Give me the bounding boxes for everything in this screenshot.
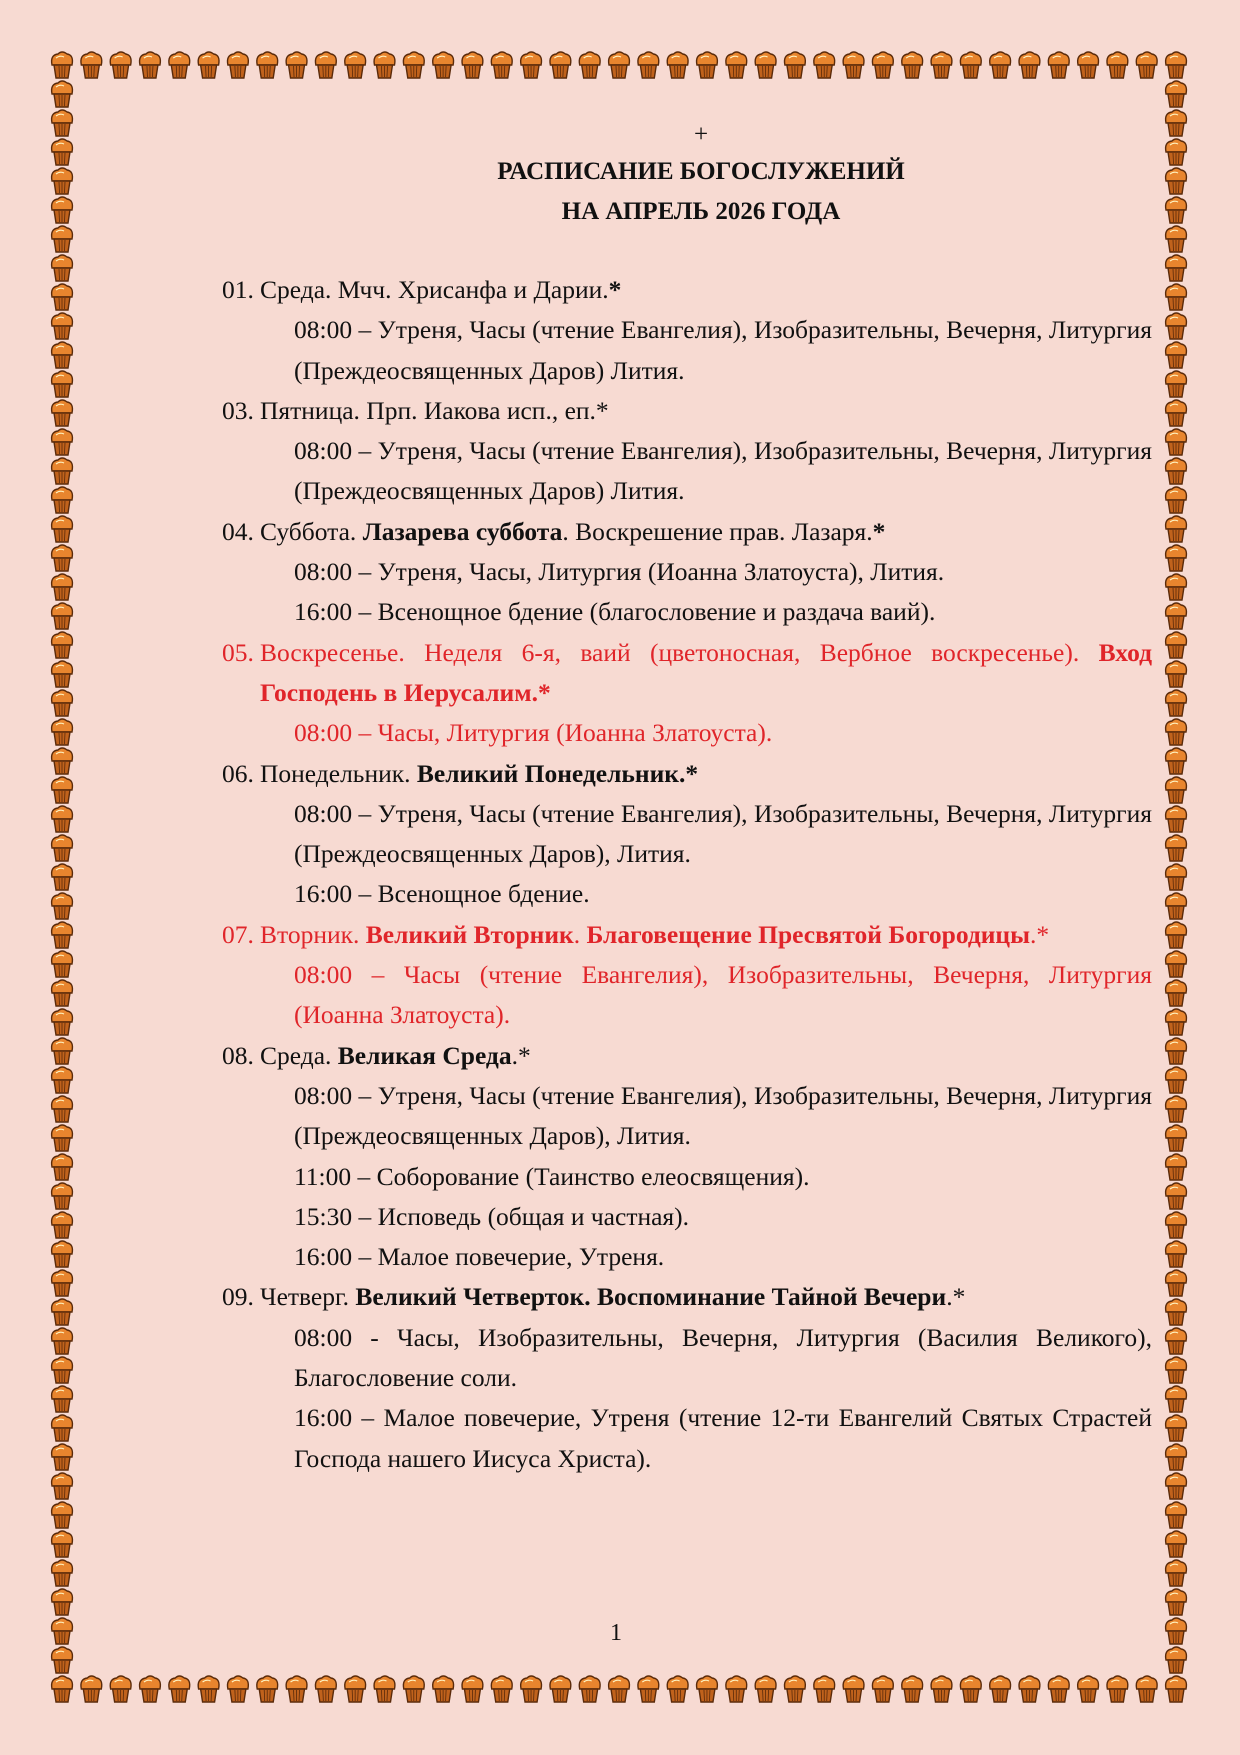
muffin-icon	[81, 52, 102, 78]
service-line: 16:00 – Всенощное бдение (благословение и раздача ваий).	[294, 597, 936, 627]
muffin-icon	[315, 1676, 336, 1702]
muffin-icon	[1166, 52, 1187, 78]
muffin-icon	[609, 52, 630, 78]
muffin-icon	[697, 1676, 718, 1702]
entry-heading-text: Среда.	[260, 1040, 338, 1070]
entry-heading-text: . Воскрешение прав. Лазаря.	[562, 516, 873, 546]
entry-date-number: 09.	[222, 1282, 254, 1312]
muffin-icon	[140, 52, 161, 78]
entry-heading-text: .*	[511, 1040, 531, 1070]
muffin-icon	[1166, 719, 1187, 745]
muffin-icon	[227, 52, 248, 78]
muffin-icon	[1166, 284, 1187, 310]
muffin-icon	[1166, 1183, 1187, 1209]
muffin-icon	[1166, 1299, 1187, 1325]
schedule-entry	[220, 754, 1152, 915]
muffin-icon	[1166, 1328, 1187, 1354]
service-line: 11:00 – Соборование (Таинство елеосвящения).	[294, 1161, 810, 1191]
muffin-icon	[286, 52, 307, 78]
schedule-entry	[220, 915, 1152, 1036]
muffin-icon	[550, 1676, 571, 1702]
muffin-icon	[52, 603, 73, 629]
entry-date-number: 05.	[222, 637, 254, 667]
muffin-icon	[1166, 951, 1187, 977]
muffin-icon	[843, 1676, 864, 1702]
muffin-icon	[1166, 748, 1187, 774]
muffin-icon	[1166, 429, 1187, 455]
muffin-icon	[491, 52, 512, 78]
muffin-icon	[52, 284, 73, 310]
muffin-icon	[1166, 516, 1187, 542]
service-line: 16:00 – Малое повечерие, Утреня (чтение 12-ти Евангелий Святых Страстей Господа нашего Иисуса Христа).	[294, 1403, 1152, 1473]
muffin-icon	[1166, 110, 1187, 136]
muffin-icon	[52, 1647, 73, 1673]
muffin-icon	[990, 1676, 1011, 1702]
muffin-icon	[1107, 52, 1128, 78]
muffin-icon	[491, 1676, 512, 1702]
muffin-icon	[1166, 893, 1187, 919]
muffin-icon	[52, 1212, 73, 1238]
muffin-icon	[345, 1676, 366, 1702]
muffin-icon	[52, 777, 73, 803]
muffin-icon	[1166, 1415, 1187, 1441]
schedule-list	[220, 270, 1152, 1479]
muffin-icon	[52, 1125, 73, 1151]
muffin-icon	[286, 1676, 307, 1702]
muffin-icon	[52, 1589, 73, 1615]
muffin-icon	[52, 1415, 73, 1441]
muffin-icon	[1166, 806, 1187, 832]
schedule-entry	[220, 270, 1152, 391]
muffin-icon	[1166, 197, 1187, 223]
muffin-icon	[1166, 342, 1187, 368]
entry-heading-text: Пятница. Прп. Иакова исп., еп.*	[260, 395, 609, 425]
muffin-icon	[1166, 371, 1187, 397]
muffin-icon	[462, 52, 483, 78]
muffin-icon	[1166, 690, 1187, 716]
muffin-icon	[872, 1676, 893, 1702]
muffin-icon	[1166, 1154, 1187, 1180]
muffin-icon	[52, 1183, 73, 1209]
muffin-icon	[257, 1676, 278, 1702]
entry-heading-text: Воскресенье. Неделя 6-я, ваий (цветоносная, Вербное воскресенье).	[260, 637, 1099, 667]
muffin-icon	[433, 1676, 454, 1702]
service-line: 16:00 – Всенощное бдение.	[294, 879, 590, 909]
muffin-icon	[1166, 545, 1187, 571]
entry-heading-text: Среда. Мчч. Хрисанфа и Дарии.	[260, 275, 609, 304]
muffin-icon	[1166, 313, 1187, 339]
muffin-icon	[52, 139, 73, 165]
muffin-icon	[960, 52, 981, 78]
muffin-icon	[52, 1299, 73, 1325]
entry-heading-bold: Благовещение Пресвятой Богородицы	[586, 919, 1031, 949]
muffin-icon	[755, 52, 776, 78]
entry-heading-bold: Вход Господень в Иерусалим.*	[260, 637, 1152, 707]
service-line: 08:00 – Утреня, Часы (чтение Евангелия), Изобразительны, Вечерня, Литургия (Преждеосвященных Даров), Лития.	[294, 798, 1152, 869]
service-line: 08:00 – Часы, Литургия (Иоанна Златоуста).	[294, 718, 773, 748]
muffin-icon	[52, 719, 73, 745]
muffin-icon	[1166, 574, 1187, 600]
service-line: 08:00 – Утреня, Часы (чтение Евангелия), Изобразительны, Вечерня, Литургия (Преждеосвященных Даров), Лития.	[294, 1080, 1152, 1151]
muffin-icon	[52, 1386, 73, 1412]
muffin-icon	[697, 52, 718, 78]
muffin-icon	[784, 1676, 805, 1702]
entry-heading-bold: Великий Понедельник.*	[416, 758, 699, 788]
muffin-icon	[902, 52, 923, 78]
muffin-icon	[667, 52, 688, 78]
muffin-icon	[960, 1676, 981, 1702]
muffin-icon	[52, 632, 73, 658]
muffin-icon	[52, 1502, 73, 1528]
muffin-icon	[1048, 1676, 1069, 1702]
muffin-icon	[1166, 81, 1187, 107]
muffin-icon	[52, 980, 73, 1006]
muffin-icon	[1166, 1009, 1187, 1035]
entry-heading	[260, 633, 1152, 714]
service-line: 08:00 – Утреня, Часы (чтение Евангелия), Изобразительны, Вечерня, Литургия (Преждеосвященных Даров) Лития.	[294, 315, 1152, 385]
muffin-icon	[1166, 1676, 1187, 1702]
entry-heading-bold: Великая Среда	[337, 1040, 512, 1070]
muffin-icon	[521, 52, 542, 78]
muffin-icon	[1019, 1676, 1040, 1702]
muffin-icon	[1166, 864, 1187, 890]
muffin-icon	[52, 1531, 73, 1557]
muffin-icon	[550, 52, 571, 78]
muffin-icon	[1166, 922, 1187, 948]
muffin-icon	[814, 1676, 835, 1702]
muffin-icon	[1166, 1038, 1187, 1064]
muffin-icon	[52, 1270, 73, 1296]
muffin-icon	[315, 52, 336, 78]
entry-heading-bold: *	[872, 516, 886, 546]
muffin-icon	[1166, 1125, 1187, 1151]
schedule-entry	[220, 633, 1152, 754]
schedule-page	[220, 118, 1152, 1479]
muffin-icon	[1166, 632, 1187, 658]
muffin-icon	[1166, 661, 1187, 687]
entry-heading	[260, 512, 1152, 552]
entry-date-number: 04.	[222, 516, 254, 546]
entry-heading	[260, 391, 1152, 431]
muffin-icon	[52, 1154, 73, 1180]
entry-heading	[260, 754, 1152, 794]
muffin-icon	[638, 1676, 659, 1702]
service-line: 16:00 – Малое повечерие, Утреня.	[294, 1242, 665, 1272]
muffin-icon	[52, 1560, 73, 1586]
muffin-icon	[169, 1676, 190, 1702]
muffin-icon	[52, 400, 73, 426]
muffin-icon	[1166, 139, 1187, 165]
muffin-icon	[52, 1038, 73, 1064]
muffin-icon	[52, 197, 73, 223]
muffin-icon	[755, 1676, 776, 1702]
service-line: 08:00 – Утреня, Часы (чтение Евангелия), Изобразительны, Вечерня, Литургия (Преждеосвященных Даров) Лития.	[294, 436, 1152, 506]
muffin-icon	[931, 1676, 952, 1702]
muffin-icon	[52, 835, 73, 861]
entry-heading-text: .*	[946, 1282, 966, 1312]
muffin-icon	[52, 545, 73, 571]
muffin-icon	[52, 748, 73, 774]
page-number: 1	[610, 1620, 622, 1646]
muffin-icon	[638, 52, 659, 78]
service-line: 08:00 – Часы (чтение Евангелия), Изобразительны, Вечерня, Литургия (Иоанна Златоуста).	[294, 960, 1152, 1030]
muffin-icon	[374, 1676, 395, 1702]
muffin-icon	[1107, 1676, 1128, 1702]
muffin-icon	[990, 52, 1011, 78]
muffin-icon	[1166, 1589, 1187, 1615]
muffin-icon	[1166, 777, 1187, 803]
muffin-icon	[1078, 52, 1099, 78]
entry-heading	[260, 915, 1152, 955]
entry-heading-text: Вторник.	[260, 919, 366, 949]
muffin-icon	[726, 1676, 747, 1702]
muffin-icon	[52, 52, 73, 78]
muffin-icon	[1166, 835, 1187, 861]
muffin-icon	[1166, 1531, 1187, 1557]
muffin-icon	[609, 1676, 630, 1702]
muffin-icon	[140, 1676, 161, 1702]
muffin-icon	[227, 1676, 248, 1702]
muffin-icon	[667, 1676, 688, 1702]
muffin-icon	[81, 1676, 102, 1702]
page-title-line-1: РАСПИСАНИЕ БОГОСЛУЖЕНИЙ	[497, 158, 905, 185]
muffin-icon	[1166, 1270, 1187, 1296]
page-title-line-2: НА АПРЕЛЬ 2026 ГОДА	[561, 198, 841, 225]
muffin-icon	[52, 1473, 73, 1499]
muffin-icon	[52, 1444, 73, 1470]
service-line: 15:30 – Исповедь (общая и частная).	[294, 1201, 690, 1231]
muffin-icon	[1166, 1096, 1187, 1122]
muffin-icon	[1166, 1647, 1187, 1673]
muffin-icon	[1166, 1560, 1187, 1586]
muffin-icon	[1166, 255, 1187, 281]
muffin-icon	[1166, 458, 1187, 484]
muffin-icon	[52, 487, 73, 513]
entry-date-number: 07.	[222, 919, 254, 949]
entry-heading-bold: Великий Четверток. Воспоминание Тайной Вечери	[355, 1282, 947, 1312]
muffin-icon	[726, 52, 747, 78]
muffin-icon	[52, 864, 73, 890]
muffin-icon	[52, 1676, 73, 1702]
entry-heading-text: .	[573, 919, 587, 949]
muffin-icon	[1166, 1386, 1187, 1412]
muffin-icon	[579, 52, 600, 78]
muffin-icon	[52, 226, 73, 252]
entry-heading-bold: Великий Вторник	[365, 919, 574, 949]
muffin-icon	[52, 81, 73, 107]
muffin-icon	[52, 1096, 73, 1122]
schedule-entry	[220, 1277, 1152, 1478]
entry-heading-text: .*	[1030, 919, 1050, 949]
muffin-icon	[579, 1676, 600, 1702]
cross-symbol: +	[693, 121, 709, 148]
muffin-icon	[52, 574, 73, 600]
muffin-icon	[1078, 1676, 1099, 1702]
entry-date-number: 01.	[222, 275, 254, 304]
muffin-icon	[521, 1676, 542, 1702]
muffin-icon	[52, 1328, 73, 1354]
entry-heading-bold: Лазарева суббота	[362, 516, 563, 546]
muffin-icon	[52, 690, 73, 716]
schedule-entry	[220, 1036, 1152, 1278]
muffin-icon	[1166, 1212, 1187, 1238]
muffin-icon	[345, 52, 366, 78]
muffin-icon	[1166, 1241, 1187, 1267]
service-line: 08:00 – Утреня, Часы, Литургия (Иоанна Златоуста), Лития.	[294, 557, 945, 587]
muffin-icon	[52, 951, 73, 977]
muffin-icon	[872, 52, 893, 78]
muffin-icon	[52, 168, 73, 194]
schedule-entry	[220, 512, 1152, 633]
muffin-icon	[52, 1241, 73, 1267]
entry-heading-bold: *	[608, 275, 622, 304]
muffin-icon	[1166, 1502, 1187, 1528]
muffin-icon	[1166, 1444, 1187, 1470]
muffin-icon	[52, 429, 73, 455]
muffin-icon	[902, 1676, 923, 1702]
muffin-icon	[52, 661, 73, 687]
muffin-icon	[52, 922, 73, 948]
entry-heading	[260, 1036, 1152, 1076]
muffin-icon	[169, 52, 190, 78]
muffin-icon	[52, 342, 73, 368]
muffin-icon	[1166, 603, 1187, 629]
muffin-icon	[52, 110, 73, 136]
muffin-icon	[198, 1676, 219, 1702]
muffin-icon	[52, 893, 73, 919]
muffin-icon	[843, 52, 864, 78]
muffin-icon	[52, 1009, 73, 1035]
muffin-icon	[1166, 168, 1187, 194]
schedule-entry	[220, 391, 1152, 512]
muffin-icon	[52, 806, 73, 832]
muffin-icon	[52, 371, 73, 397]
muffin-icon	[403, 52, 424, 78]
muffin-icon	[1166, 980, 1187, 1006]
entry-heading-text: Четверг.	[260, 1282, 356, 1312]
muffin-icon	[198, 52, 219, 78]
service-line: 08:00 - Часы, Изобразительны, Вечерня, Литургия (Василия Великого), Благословение соли.	[294, 1322, 1152, 1393]
muffin-icon	[257, 52, 278, 78]
muffin-icon	[52, 255, 73, 281]
muffin-icon	[374, 52, 395, 78]
entry-date-number: 06.	[222, 758, 254, 788]
muffin-icon	[1136, 1676, 1157, 1702]
entry-date-number: 03.	[222, 395, 254, 425]
muffin-icon	[52, 516, 73, 542]
muffin-icon	[1166, 226, 1187, 252]
entry-heading	[260, 270, 1152, 310]
muffin-icon	[1166, 487, 1187, 513]
muffin-icon	[784, 52, 805, 78]
muffin-icon	[433, 52, 454, 78]
muffin-icon	[110, 1676, 131, 1702]
entry-heading-text: Понедельник.	[260, 758, 417, 788]
entry-heading-text: Суббота.	[260, 516, 363, 546]
muffin-icon	[52, 1067, 73, 1093]
muffin-icon	[814, 52, 835, 78]
muffin-icon	[931, 52, 952, 78]
muffin-icon	[52, 313, 73, 339]
muffin-icon	[462, 1676, 483, 1702]
muffin-icon	[52, 458, 73, 484]
muffin-icon	[1166, 1067, 1187, 1093]
entry-date-number: 08.	[222, 1040, 254, 1070]
muffin-icon	[403, 1676, 424, 1702]
muffin-icon	[1166, 1357, 1187, 1383]
muffin-icon	[1048, 52, 1069, 78]
muffin-icon	[52, 1357, 73, 1383]
muffin-icon	[110, 52, 131, 78]
muffin-icon	[1166, 1473, 1187, 1499]
muffin-icon	[1166, 400, 1187, 426]
entry-heading	[260, 1277, 1152, 1317]
muffin-icon	[1019, 52, 1040, 78]
muffin-icon	[1136, 52, 1157, 78]
